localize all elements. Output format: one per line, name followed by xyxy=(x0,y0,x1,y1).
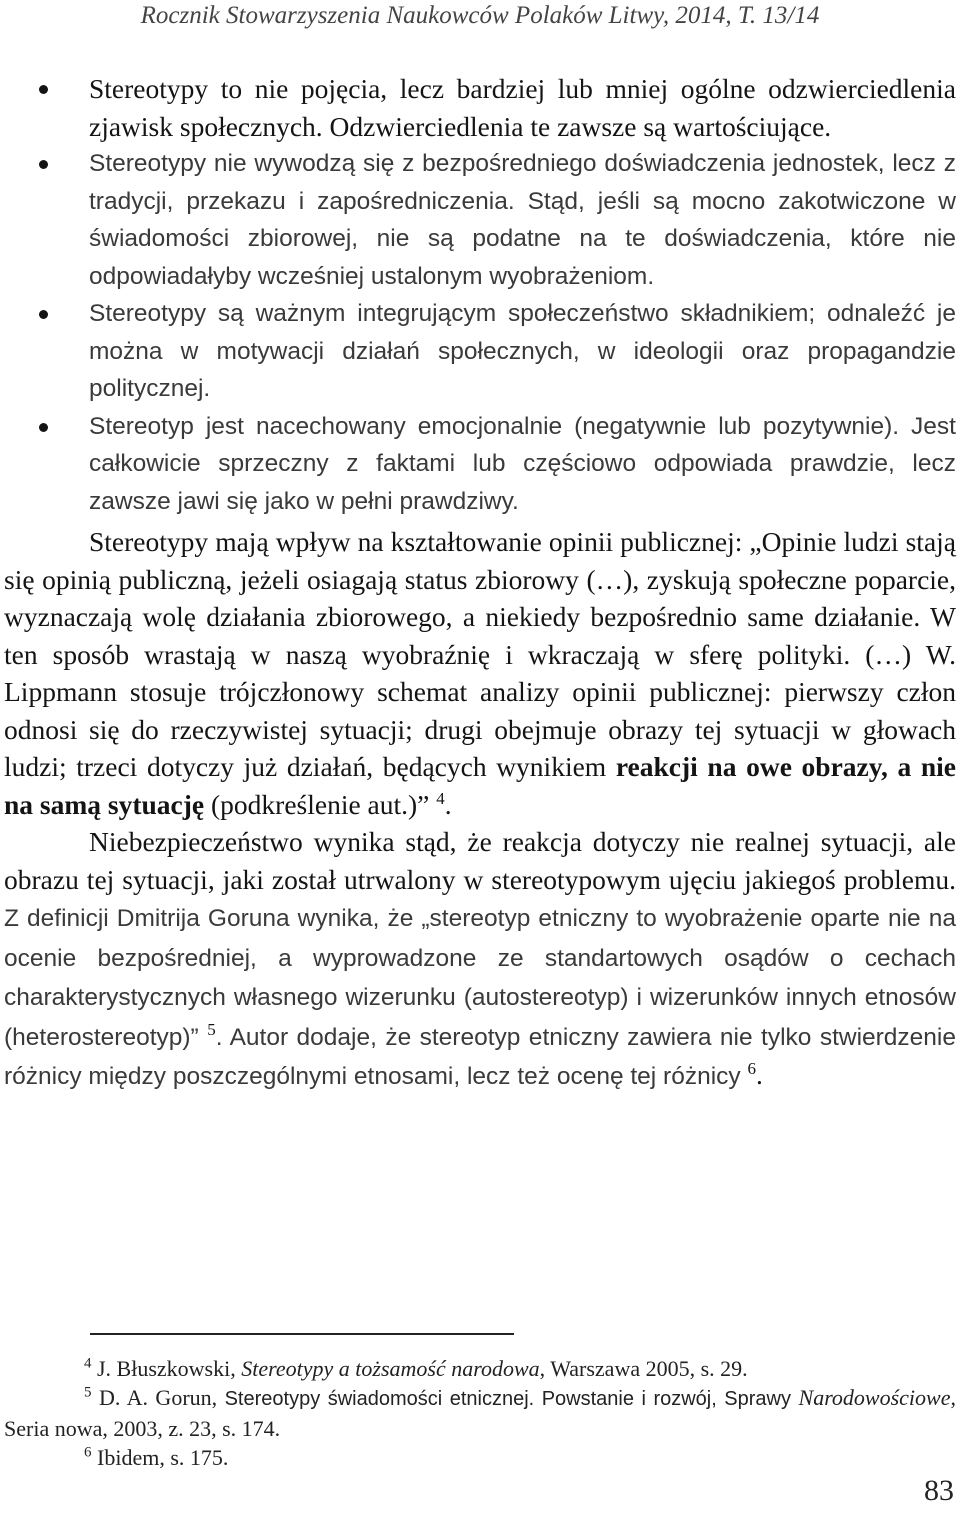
page-number: 83 xyxy=(924,1474,954,1507)
list-item-text: Stereotypy to nie pojęcia, lecz bardziej lub mniej ogólne odzwierciedlenia zjawisk społecznych. Odzwierciedlenia te zawsze są wartościujące. xyxy=(89,73,956,142)
list-item xyxy=(4,145,956,295)
footnote-reference[interactable]: 6 xyxy=(747,1058,757,1078)
paragraph-text: Stereotypy mają wpływ na kształtowanie opinii publicznej: „Opinie ludzi stają się opinią publiczną, jeżeli osiagają status zbiorowy (…), zyskują społeczne poparcie, wyznaczają wolę działania zbiorowego, a niekiedy bezpośrednio same działanie. W ten sposób wrastają w naszą wyobraźnię i wkraczają w sferę polityki. (…) W. Lippmann stosuje trójczłonowy schemat analizy opinii publicznej: pierwszy człon odnosi się do rzeczywistej sytuacji; drugi obejmuje obrazy tej sytuacji w głowach ludzi; trzeci dotyczy już działań, będących wynikiem xyxy=(4,526,956,782)
paragraph-text-sans: . Autor dodaje, że stereotyp etniczny zawiera nie tylko stwierdzenie różnicy między poszczególnymi etnosami, lecz też ocenę tej różnicy xyxy=(4,1023,956,1090)
paragraph-text: Niebezpieczeństwo wynika stąd, że reakcja dotyczy nie realnej sytuacji, ale obrazu tej sytuacji, jaki został utrwalony w stereotypowym ujęciu jakiegoś problemu. xyxy=(4,826,956,895)
footnote-text: D. A. Gorun, xyxy=(91,1385,225,1410)
footnote-number: 6 xyxy=(84,1444,92,1461)
running-header: Rocznik Stowarzyszenia Naukowców Polaków Litwy, 2014, T. 13/14 xyxy=(140,2,820,29)
footnote xyxy=(4,1443,956,1472)
paragraph-public-opinion xyxy=(4,523,956,823)
article-body xyxy=(4,70,956,1096)
footnote-separator xyxy=(90,1333,514,1335)
list-item xyxy=(4,295,956,408)
list-item xyxy=(4,70,956,145)
paragraph-text-sans: Z definicji Dmitrija Goruna wynika, że „stereotyp etniczny to wyobrażenie oparte nie na ocenie bezpośredniej, a wyprowadzone ze standartowych osądów o cechach charakterystycznych własnego wizerunku (autostereotyp) i wizerunków innych etnosów (heterostereotyp)” xyxy=(4,905,956,1051)
bullet-icon xyxy=(39,160,48,169)
bullet-icon xyxy=(39,310,48,319)
footnote xyxy=(4,1354,956,1383)
list-item-text: Stereotypy są ważnym integrującym społeczeństwo składnikiem; odnaleźć je można w motywacji działań społecznych, w ideologii oraz propagandzie politycznej. xyxy=(89,300,956,402)
footnote xyxy=(4,1383,956,1443)
list-item-text: Stereotyp jest nacechowany emocjonalnie (negatywnie lub pozytywnie). Jest całkowicie sprzeczny z faktami lub częściowo odpowiada prawdzie, lecz zawsze jawi się jako w pełni prawdziwy. xyxy=(89,412,956,515)
paragraph-text: . xyxy=(444,788,452,820)
footnote-text: Ibidem, s. 175. xyxy=(91,1445,229,1470)
stereotype-features-list xyxy=(4,70,956,520)
list-item xyxy=(4,408,956,521)
footnote-title-italic: Narodowościowe xyxy=(798,1385,951,1410)
bullet-icon xyxy=(39,85,48,94)
footnote-text: , Seria nowa, 2003, z. 23, s. 174. xyxy=(4,1385,956,1441)
bold-emphasis: reakcji na owe obrazy, a nie na samą sytuację xyxy=(4,751,956,820)
paragraph-text: (podkreślenie aut.)” xyxy=(204,788,430,820)
list-item-text: Stereotypy nie wywodzą się z bezpośredniego doświadczenia jednostek, lecz z tradycji, przekazu i zapośredniczenia. Stąd, jeśli są mocno zakotwiczone w świadomości zbiorowej, nie są podatne na te doświadczenia, które nie odpowiadałyby wcześniej ustalonym wyobrażeniom. xyxy=(89,150,956,290)
footnote-title: Stereotypy a tożsamość narodowa xyxy=(241,1356,540,1381)
footnote-number: 5 xyxy=(84,1384,92,1401)
footnote-text: , Warszawa 2005, s. 29. xyxy=(539,1356,748,1381)
bullet-icon xyxy=(39,423,48,432)
footnotes xyxy=(4,1354,956,1472)
footnote-reference[interactable]: 4 xyxy=(436,788,445,808)
footnote-text: J. Błuszkowski, xyxy=(91,1356,242,1381)
footnote-reference[interactable]: 5 xyxy=(207,1019,216,1039)
footnote-number: 4 xyxy=(84,1355,92,1372)
paragraph-text: . xyxy=(756,1059,763,1090)
paragraph-danger xyxy=(4,823,956,1096)
footnote-title: Stereotypy świadomości etnicznej. Powstanie i rozwój, Sprawy xyxy=(224,1388,799,1410)
